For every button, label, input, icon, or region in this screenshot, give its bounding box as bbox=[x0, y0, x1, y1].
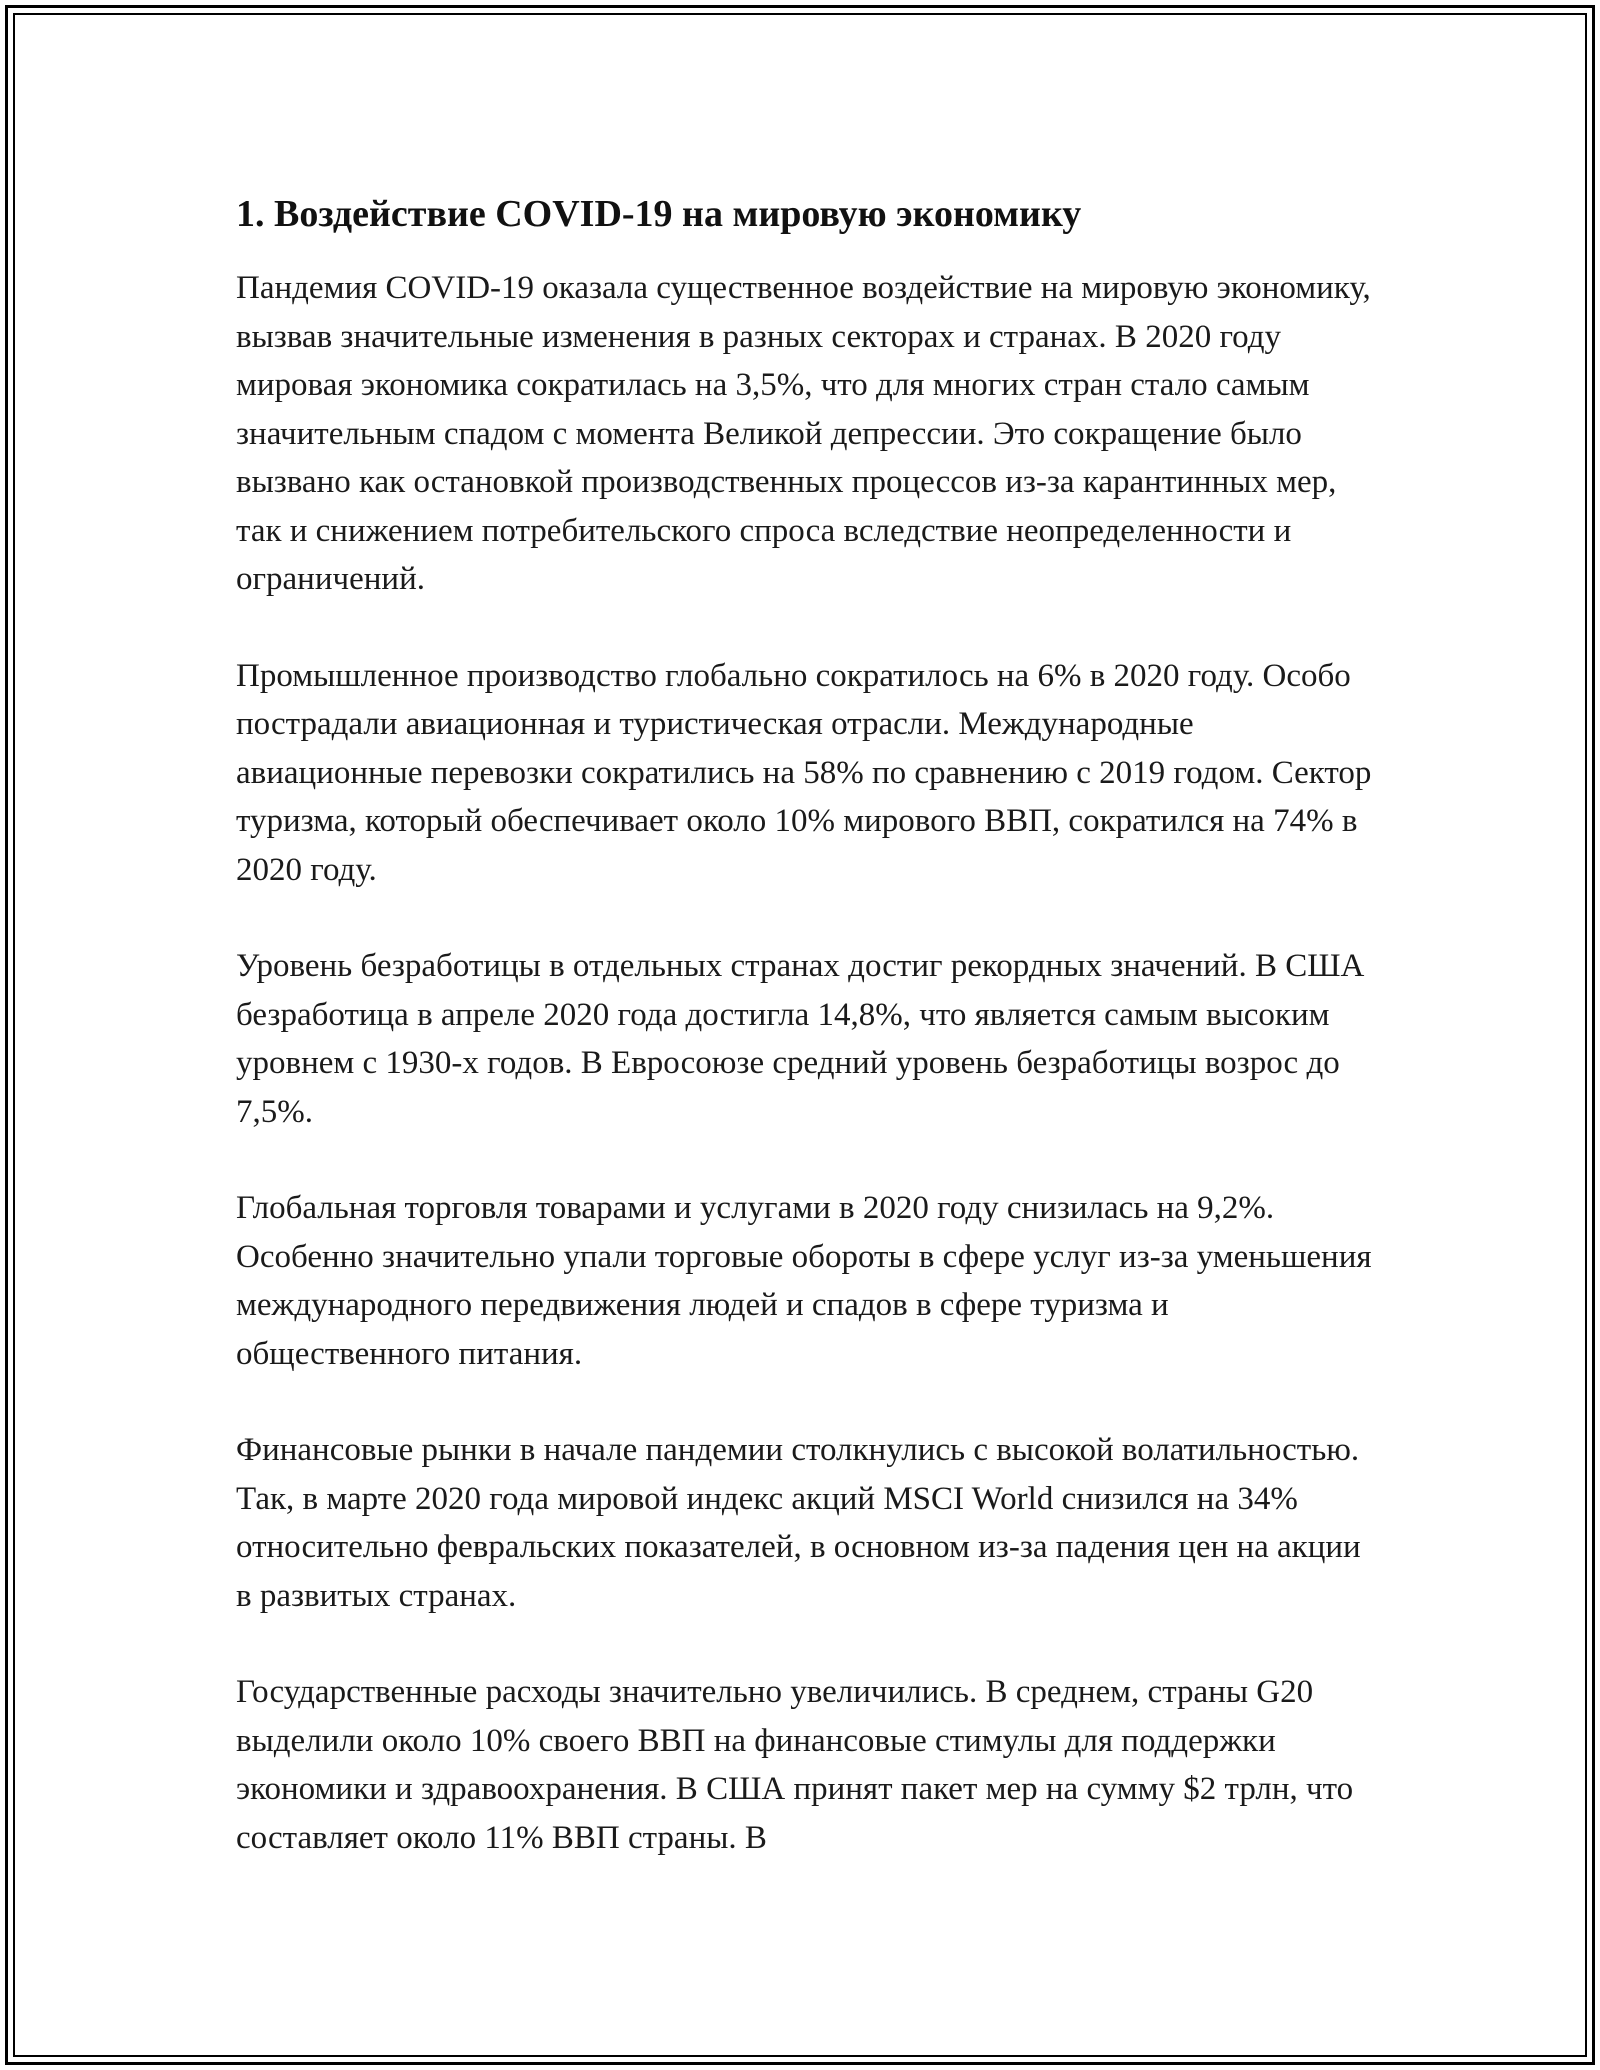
paragraph-government-spending: Государственные расходы значительно увеличились. В среднем, страны G20 выделили около 10% своего ВВП на финансовые стимулы для поддержки экономики и здравоохранения. В США принят пакет мер на сумму $2 трлн, что составляет около 11% ВВП страны. В bbox=[236, 1674, 1354, 1856]
paragraph-economy-decline: Пандемия COVID-19 оказала существенное воздействие на мировую экономику, вызвав значительные изменения в разных секторах и странах. В 2020 году мировая экономика сократилась на 3,5%, что для многих стран стало самым значительным спадом с момента Великой депрессии. Это сокращение было вызвано как остановкой производственных процессов из-за карантинных мер, так и снижением потребительского спроса вследствие неопределенности и ограничений. bbox=[236, 270, 1371, 597]
document-body bbox=[236, 186, 1376, 1910]
paragraph-unemployment: Уровень безработицы в отдельных странах достиг рекордных значений. В США безработица в апреле 2020 года достигла 14,8%, что является самым высоким уровнем с 1930-х годов. В Евросоюзе средний уровень безработицы возрос до 7,5%. bbox=[236, 948, 1365, 1130]
paragraph-trade: Глобальная торговля товарами и услугами в 2020 году снизилась на 9,2%. Особенно значительно упали торговые обороты в сфере услуг из-за уменьшения международного передвижения людей и спадов в сфере туризма и общественного питания. bbox=[236, 1190, 1372, 1372]
paragraph-financial-markets: Финансовые рынки в начале пандемии столкнулись с высокой волатильностью. Так, в марте 2020 года мировой индекс акций MSCI World снизился на 34% относительно февральских показателей, в основном из-за падения цен на акции в развитых странах. bbox=[236, 1432, 1361, 1614]
section-heading: 1. Воздействие COVID-19 на мировую экономику bbox=[236, 193, 1082, 235]
paragraph-industry: Промышленное производство глобально сократилось на 6% в 2020 году. Особо пострадали авиационная и туристическая отрасли. Международные авиационные перевозки сократились на 58% по сравнению с 2019 годом. Сектор туризма, который обеспечивает около 10% мирового ВВП, сократился на 74% в 2020 году. bbox=[236, 657, 1372, 888]
